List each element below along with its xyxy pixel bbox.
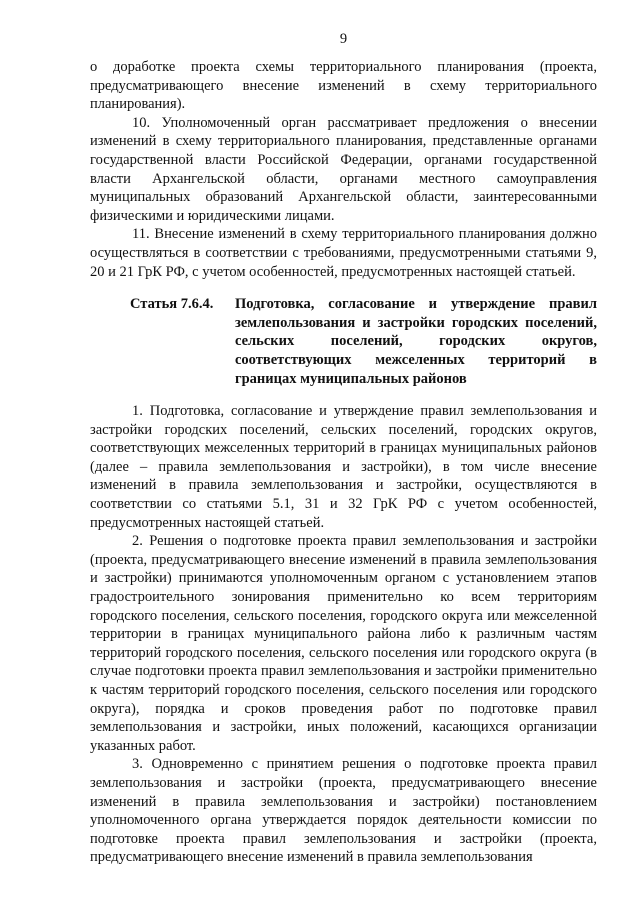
paragraph-continuation: о доработке проекта схемы территориального планирования (проекта, предусматривающего внесение изменений в схему территориального планирования). bbox=[90, 59, 597, 113]
article-number: Статья 7.6.4. bbox=[130, 296, 214, 313]
paragraph-2: 2. Решения о подготовке проекта правил землепользования и застройки (проекта, предусматривающего внесение изменений в правила землепользования и застройки) принимаются уполномоченным органом с установлением этапов градостроительного зонирования применительно ко всем территориям городского поселения, сельского поселения, городского округа или межселенной территории в границах муниципального района либо к различным частям территорий городского поселения, сельского поселения или городского округа (в случае подготовки проекта правил землепользования и застройки применительно к частям территорий городского поселения, сельского поселения или городского округа), порядка и сроков проведения работ по подготовке правил землепользования и застройки, иных положений, касающихся организации указанных работ. bbox=[90, 533, 597, 754]
paragraph-11: 11. Внесение изменений в схему территориального планирования должно осуществляться в соответствии с требованиями, предусмотренными статьями 9, 20 и 21 ГрК РФ, с учетом особенностей, предусмотренных настоящей статьей. bbox=[90, 226, 597, 280]
page-number: 9 bbox=[339, 31, 348, 47]
document-page bbox=[90, 30, 597, 867]
paragraph-3: 3. Одновременно с принятием решения о подготовке проекта правил землепользования и застройки (проекта, предусматривающего внесение изменений в правила землепользования и застройки) постановлением уполномоченного органа утверждается порядок деятельности комиссии по подготовке проекта правил землепользования и застройки (проекта, предусматривающего внесение изменений в правила землепользования bbox=[90, 756, 597, 866]
article-title: Подготовка, согласование и утверждение правил землепользования и застройки городских поселений, сельских поселений, городских округов, соответствующих межселенных территорий в границах муниципальных районов bbox=[235, 296, 597, 387]
article-heading bbox=[90, 295, 597, 388]
paragraph-1: 1. Подготовка, согласование и утверждение правил землепользования и застройки городских поселений, сельских поселений, городских округов, соответствующих межселенных территорий в границах муниципальных районов (далее – правила землепользования и застройки), в том числе внесение изменений в правила землепользования и застройки, осуществляются в соответствии со статьями 5.1, 31 и 32 ГрК РФ с учетом особенностей, предусмотренных настоящей статьей. bbox=[90, 403, 597, 531]
paragraph-10: 10. Уполномоченный орган рассматривает предложения о внесении изменений в схему территориального планирования, представленные органами государственной власти Российской Федерации, органами государственной власти Архангельской области, органами местного самоуправления муниципальных образований Архангельской области, заинтересованными физическими и юридическими лицами. bbox=[90, 114, 597, 224]
